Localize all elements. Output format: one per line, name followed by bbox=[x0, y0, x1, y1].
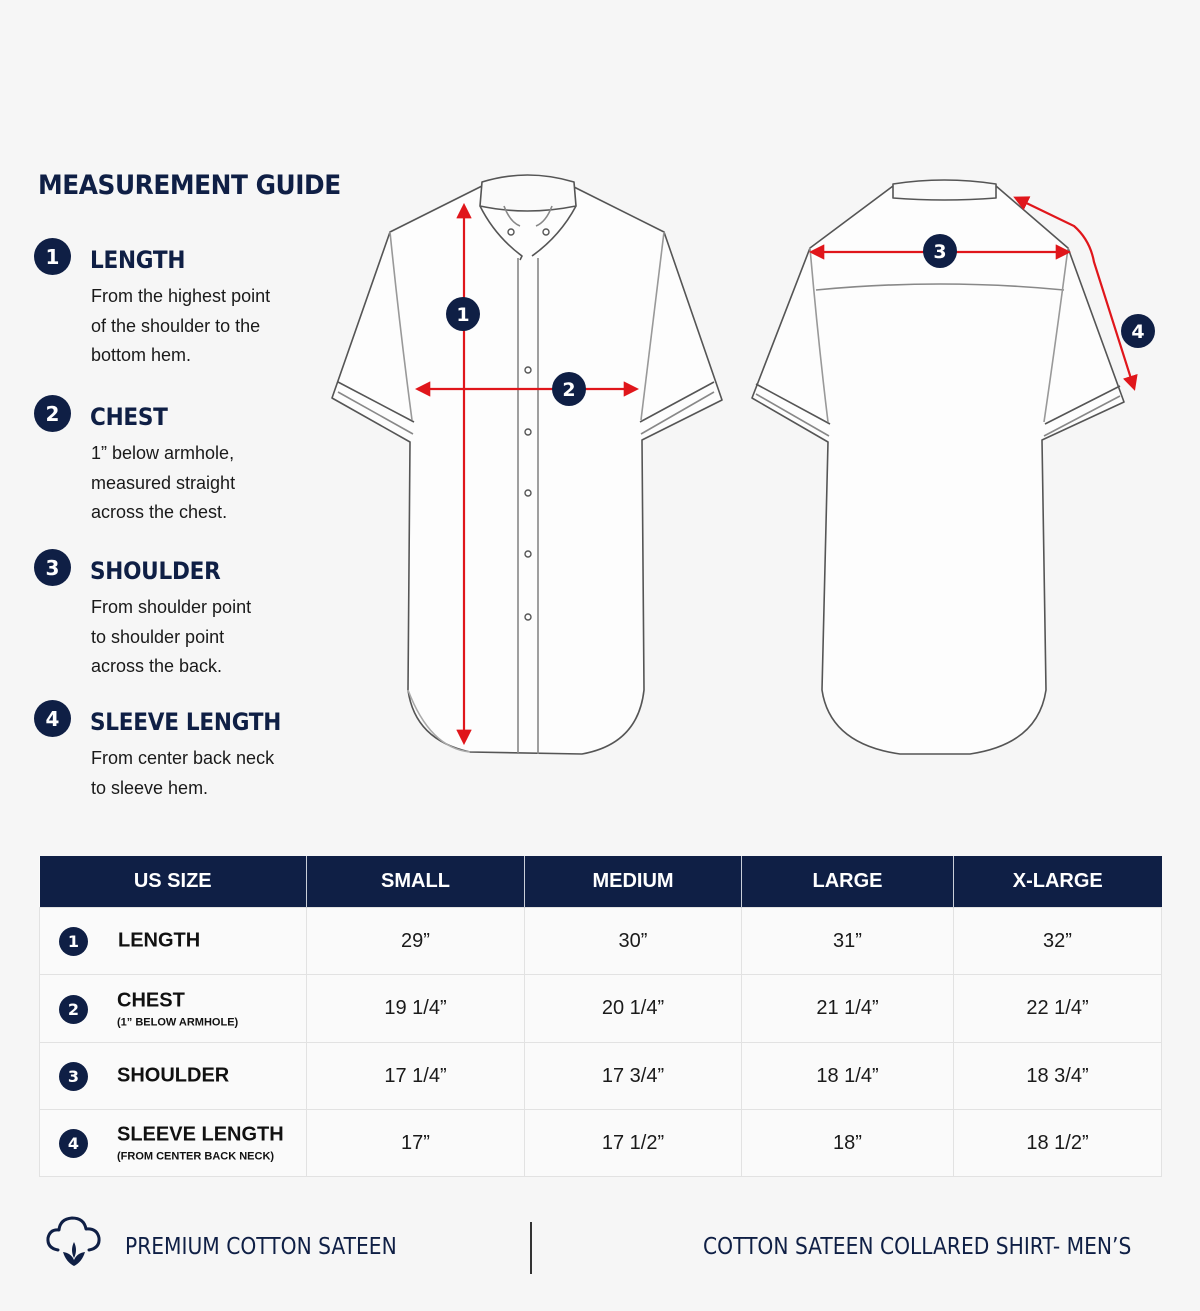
marker-1-icon bbox=[446, 297, 480, 331]
row-header-chest bbox=[40, 975, 307, 1043]
number-badge: 4 bbox=[34, 700, 71, 737]
guide-item-shoulder bbox=[34, 549, 324, 679]
guide-heading: CHEST bbox=[90, 403, 168, 431]
table-cell: 32” bbox=[954, 908, 1162, 975]
row-label: LENGTH bbox=[118, 929, 201, 952]
row-label: SHOULDER bbox=[117, 1064, 230, 1087]
marker-3-icon bbox=[923, 234, 957, 268]
shirt-measurement-diagram bbox=[320, 170, 1200, 770]
row-sublabel: (1” BELOW ARMHOLE) bbox=[117, 1016, 239, 1028]
svg-text:4: 4 bbox=[1131, 321, 1145, 343]
guide-item-chest bbox=[34, 395, 324, 525]
row-sublabel: (FROM CENTER BACK NECK) bbox=[117, 1150, 275, 1163]
header-us-size: US SIZE bbox=[40, 856, 307, 908]
table-cell: 18 1/4” bbox=[742, 1043, 954, 1110]
footer-fabric-label: PREMIUM COTTON SATEEN bbox=[125, 1234, 397, 1260]
number-badge: 1 bbox=[34, 238, 71, 275]
footer-divider bbox=[530, 1222, 532, 1274]
table-cell: 17 3/4” bbox=[525, 1043, 742, 1110]
header-medium: MEDIUM bbox=[525, 856, 742, 908]
guide-description: From center back neck to sleeve hem. bbox=[91, 748, 275, 798]
svg-text:2: 2 bbox=[562, 379, 576, 401]
table-cell: 31” bbox=[742, 908, 954, 975]
guide-description: From the highest point of the shoulder to the bottom hem. bbox=[91, 286, 271, 365]
row-label: SLEEVE LENGTH (FROM CENTER BACK NECK) bbox=[117, 1123, 284, 1163]
table-cell: 21 1/4” bbox=[742, 975, 954, 1043]
size-chart-table bbox=[39, 856, 1162, 1177]
table-row bbox=[40, 908, 1162, 975]
marker-2-icon bbox=[552, 372, 586, 406]
header-large: LARGE bbox=[742, 856, 954, 908]
svg-text:1: 1 bbox=[456, 304, 470, 326]
guide-description: 1” below armhole, measured straight across the chest. bbox=[91, 443, 236, 522]
number-badge: 1 bbox=[59, 927, 88, 956]
table-cell: 17 1/2” bbox=[525, 1110, 742, 1177]
number-badge: 4 bbox=[59, 1129, 88, 1158]
guide-heading: SHOULDER bbox=[90, 557, 221, 585]
table-row bbox=[40, 975, 1162, 1043]
number-badge: 2 bbox=[34, 395, 71, 432]
row-label: CHEST (1” BELOW ARMHOLE) bbox=[117, 989, 239, 1028]
guide-heading: LENGTH bbox=[90, 246, 186, 274]
guide-item-length bbox=[34, 238, 324, 368]
table-cell: 22 1/4” bbox=[954, 975, 1162, 1043]
marker-4-icon bbox=[1121, 314, 1155, 348]
number-badge: 3 bbox=[59, 1062, 88, 1091]
footer-product-title: COTTON SATEEN COLLARED SHIRT- MEN’S bbox=[703, 1234, 1132, 1260]
table-header-row bbox=[40, 856, 1162, 908]
number-badge: 3 bbox=[34, 549, 71, 586]
table-cell: 17” bbox=[307, 1110, 525, 1177]
svg-text:3: 3 bbox=[933, 241, 947, 263]
table-cell: 18 3/4” bbox=[954, 1043, 1162, 1110]
header-x-large: X-LARGE bbox=[954, 856, 1162, 908]
header-small: SMALL bbox=[307, 856, 525, 908]
cotton-flower-icon bbox=[44, 1214, 104, 1270]
table-cell: 18” bbox=[742, 1110, 954, 1177]
table-cell: 19 1/4” bbox=[307, 975, 525, 1043]
table-cell: 29” bbox=[307, 908, 525, 975]
guide-heading: SLEEVE LENGTH bbox=[90, 708, 282, 736]
table-row bbox=[40, 1110, 1162, 1177]
measurement-guide-title: MEASUREMENT GUIDE bbox=[38, 170, 341, 201]
guide-description: From shoulder point to shoulder point across the back. bbox=[91, 597, 252, 676]
front-shirt-illustration bbox=[332, 175, 722, 754]
row-header-sleeve-length bbox=[40, 1110, 307, 1177]
guide-item-sleeve-length bbox=[34, 700, 324, 810]
table-cell: 20 1/4” bbox=[525, 975, 742, 1043]
row-header-shoulder bbox=[40, 1043, 307, 1110]
table-row bbox=[40, 1043, 1162, 1110]
number-badge: 2 bbox=[59, 995, 88, 1024]
table-cell: 18 1/2” bbox=[954, 1110, 1162, 1177]
table-cell: 30” bbox=[525, 908, 742, 975]
row-header-length bbox=[40, 908, 307, 975]
table-cell: 17 1/4” bbox=[307, 1043, 525, 1110]
